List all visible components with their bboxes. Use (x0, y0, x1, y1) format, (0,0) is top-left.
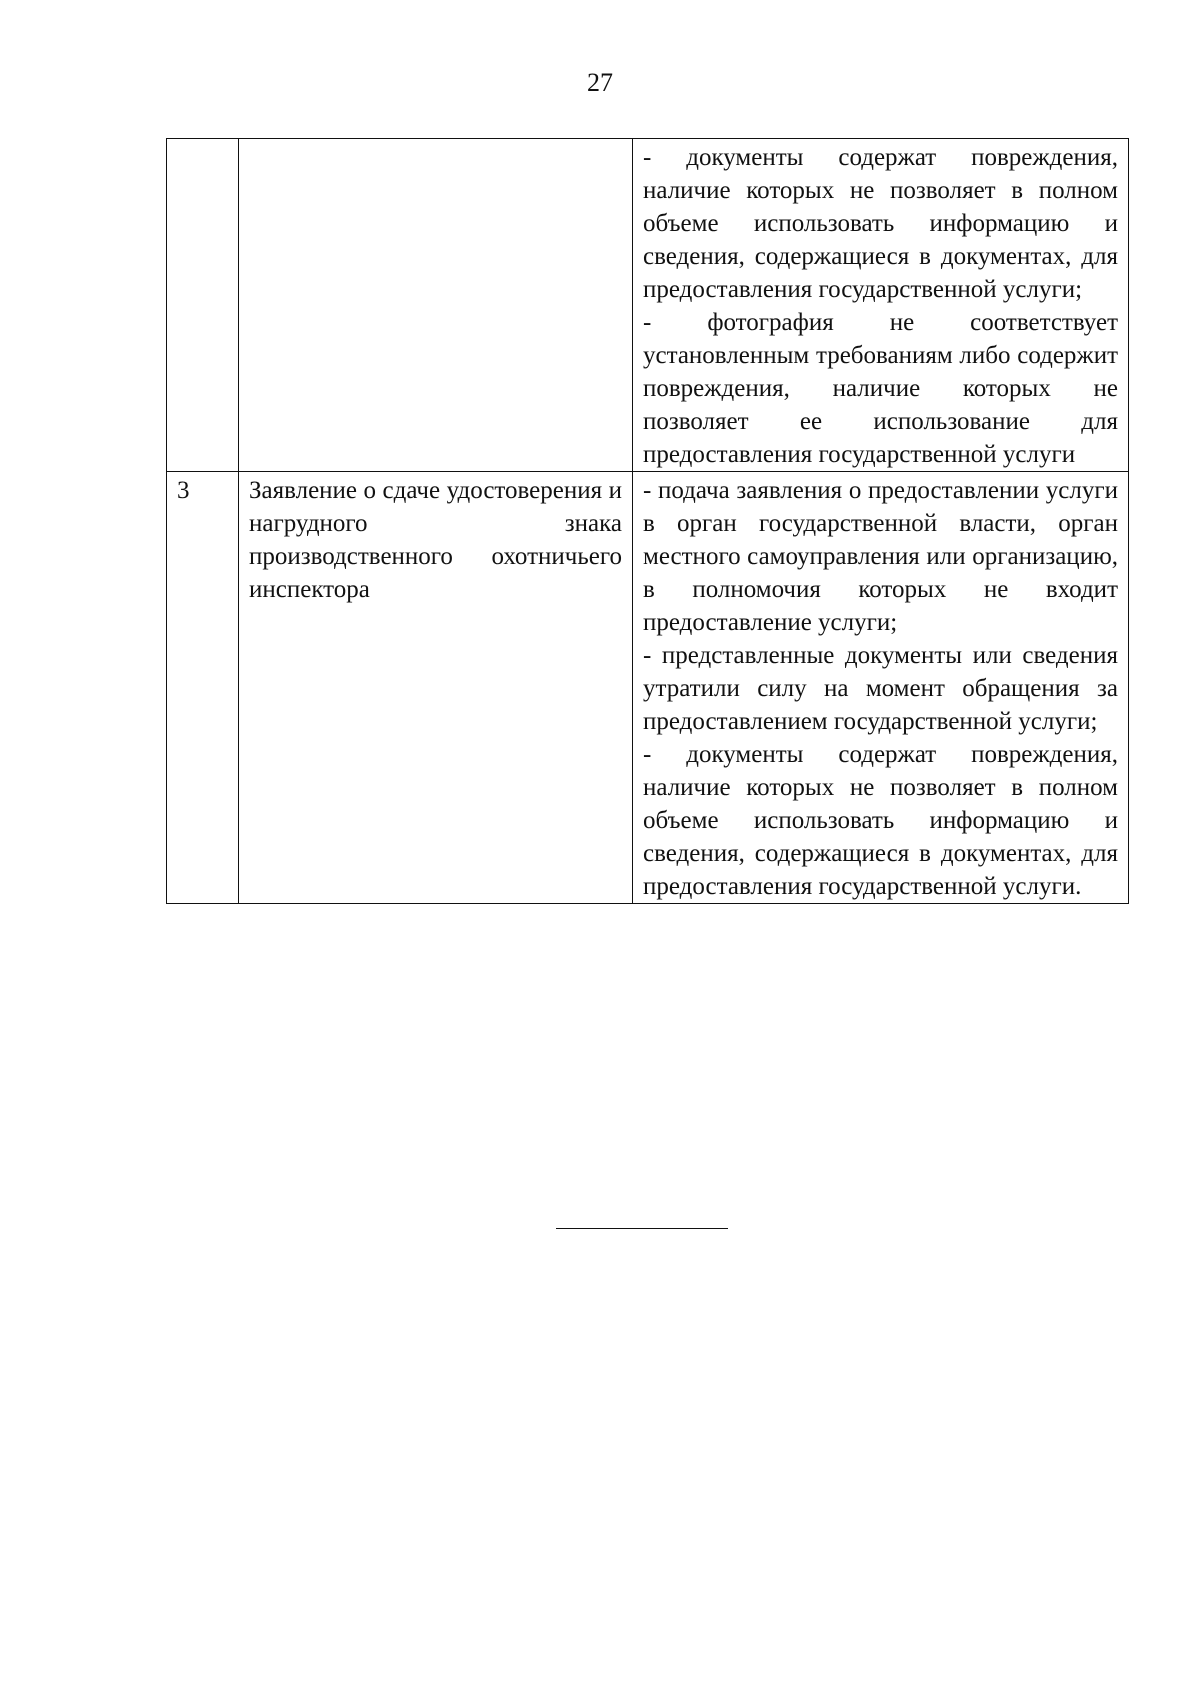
reasons-table (166, 138, 1129, 904)
document-name-cell (239, 472, 633, 904)
reasons-cell (633, 472, 1129, 904)
row-number-cell (167, 139, 239, 472)
end-of-document-rule (556, 1228, 728, 1229)
reason-item: - представленные документы или сведения утратили силу на момент обращения за предоставлением государственной услуги; (643, 642, 1118, 735)
reasons-cell (633, 139, 1129, 472)
document-name-cell (239, 139, 633, 472)
document-name: Заявление о сдаче удостоверения и нагрудного знака производственного охотничьего инспектора (249, 477, 622, 603)
row-number (167, 139, 238, 141)
reason-item: - документы содержат повреждения, наличие которых не позволяет в полном объеме использовать информацию и сведения, содержащиеся в документах, для предоставления государственной услуги; (643, 144, 1118, 303)
document-name (239, 139, 632, 141)
row-number-cell (167, 472, 239, 904)
reason-item: - подача заявления о предоставлении услуги в орган государственной власти, орган местного самоуправления или организацию, в полномочия которых не входит предоставление услуги; (643, 477, 1118, 636)
reason-item: - фотография не соответствует установленным требованиям либо содержит повреждения, наличие которых не позволяет ее использование для предоставления государственной услуги (643, 309, 1118, 468)
table-row (167, 472, 1129, 904)
page-number: 27 (587, 68, 613, 97)
reason-item: - документы содержат повреждения, наличие которых не позволяет в полном объеме использовать информацию и сведения, содержащиеся в документах, для предоставления государственной услуги. (643, 741, 1118, 900)
table-row (167, 139, 1129, 472)
row-number: 3 (177, 477, 190, 504)
